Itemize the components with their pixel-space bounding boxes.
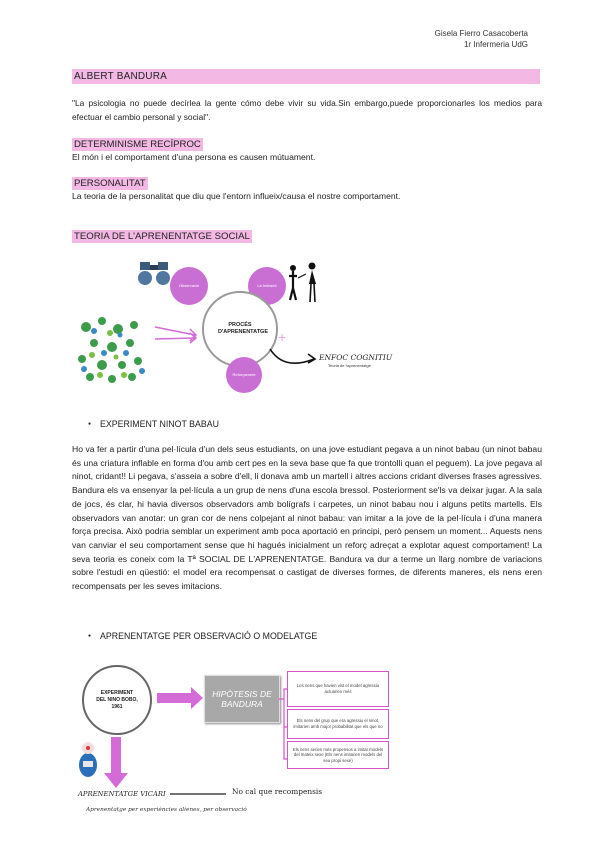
environment-icons bbox=[72, 313, 150, 387]
people-icon bbox=[283, 260, 323, 306]
bullet-observacio bbox=[90, 630, 317, 642]
experiment-circle-label: EXPERIMENT DEL NINO BOBO, 1961 bbox=[96, 689, 138, 710]
bullet-experiment bbox=[90, 418, 219, 430]
plus-icon: + bbox=[278, 329, 287, 345]
curved-arrow-icon bbox=[266, 343, 320, 377]
header-author: Gisela Fierro Casacoberta bbox=[434, 29, 528, 38]
observacio-circle: Observació bbox=[170, 267, 208, 305]
hipotesis-box bbox=[204, 675, 280, 723]
quote: "La psicologia no puede decírlea la gente cómo debe vivir su vida.Sin embargo,puede proporcionarles los medios para efectuar el cambio personal y social". bbox=[72, 98, 542, 122]
personalitat-text: La teoria de la personalitat que diu que l'entorn influeix/causa el nostre comportament. bbox=[72, 191, 401, 201]
experiment-text: Ho va fer a partir d'una pel·lícula d'un dels seus estudiants, on una jove estudiant pegava a un ninot babau (un ninot babau és una criatura inflable en forma d'ou amb cert pes en la seva base que fa que trontolli quan el peguem). La jove pegava al ninot, cridant!! Li pegava, s'asseia a sobre d'ell, li donava amb un martell i altres accions cridant diverses frases agressives. Bandura els va ensenyar la pel·lícula a un grup de nens d'una escola bressol. Posteriorment se'ls va deixar jugar. A la sala de jocs, és clar, hi havia diversos observadors amb bolígrafs i carpetes, un ninot babau nou i alguns petits martells. Els observadors van anotar: un gran cor de nens colpejant al ninot babau: van imitar a la jove de la pel·lícula i d'una manera força precisa. Això podria semblar un experiment amb poca aportació en principi, però pensem un moment... Aquests nens van canviar el seu comportament sense que hi hagués inicialment un reforç adreçat a explotar aquest comportament! La seva teoria es coneix com la Tª SOCIAL DE L'APRENENTATGE. Bandura va dur a terme un llarg nombre de variacions sobre l'estudi en qüestió: el model era recompensat o castigat de diverses formes, de diferents maneres, els nens eren recompensats per les seves imitacions. bbox=[72, 444, 542, 592]
bobo-diagram bbox=[75, 663, 395, 823]
right-arrow-icon bbox=[155, 685, 205, 711]
binoculars-icon bbox=[136, 260, 172, 288]
header-course: 1r Infermeria UdG bbox=[463, 40, 528, 49]
experiment-circle bbox=[82, 665, 152, 735]
down-arrow-icon bbox=[103, 737, 129, 789]
footer-note: Aprenentatge per experiències alienes, per observació bbox=[86, 807, 247, 813]
determinisme-text: El món i el comportament d'una persona es causen mútuament. bbox=[72, 152, 316, 162]
learning-process-diagram bbox=[70, 255, 430, 395]
bobo-doll-icon bbox=[77, 739, 99, 779]
enfoc-sub: Teoria de l'aprenentatge bbox=[328, 363, 371, 368]
bullet-experiment-label: EXPERIMENT NINOT BABAU bbox=[100, 419, 219, 429]
arrows-icon bbox=[150, 295, 210, 355]
vicari-label: APRENENTATGE VICARI bbox=[78, 790, 166, 798]
line-arrow bbox=[170, 791, 228, 797]
hipotesis-box-2: Els nens del grup que era agressiu el ninot, imitarien amb major probabilitat que els que no bbox=[287, 709, 389, 739]
imitacio-circle: La Imitació bbox=[248, 267, 286, 305]
personalitat-heading: PERSONALITAT bbox=[74, 178, 146, 189]
hipotesis-box-1: Les nens que havien vist el model agressiu actuarien més bbox=[287, 671, 389, 707]
bullet-observacio-label: APRENENTATGE PER OBSERVACIÓ O MODELATGE bbox=[100, 631, 318, 641]
hipotesis-label: HIPÒTESIS DE BANDURA bbox=[212, 689, 272, 709]
teoria-heading: TEORIA DE L'APRENENTATGE SOCIAL bbox=[74, 231, 250, 242]
page-title: ALBERT BANDURA bbox=[72, 69, 540, 84]
hipotesis-box-3: Els nens serien més propensos a imitar models del mateix sexe (Els nens imitarien models del seu propi sexe) bbox=[287, 741, 389, 769]
determinisme-heading: DETERMINISME RECÍPROC bbox=[74, 139, 201, 150]
enfoc-label: ENFOC COGNITIU bbox=[319, 353, 393, 362]
proces-label: PROCÉS D'APRENENTATGE bbox=[218, 322, 268, 335]
nocal-label: No cal que recompensis bbox=[232, 787, 323, 796]
reforcament-circle: Reforçament bbox=[226, 357, 262, 393]
